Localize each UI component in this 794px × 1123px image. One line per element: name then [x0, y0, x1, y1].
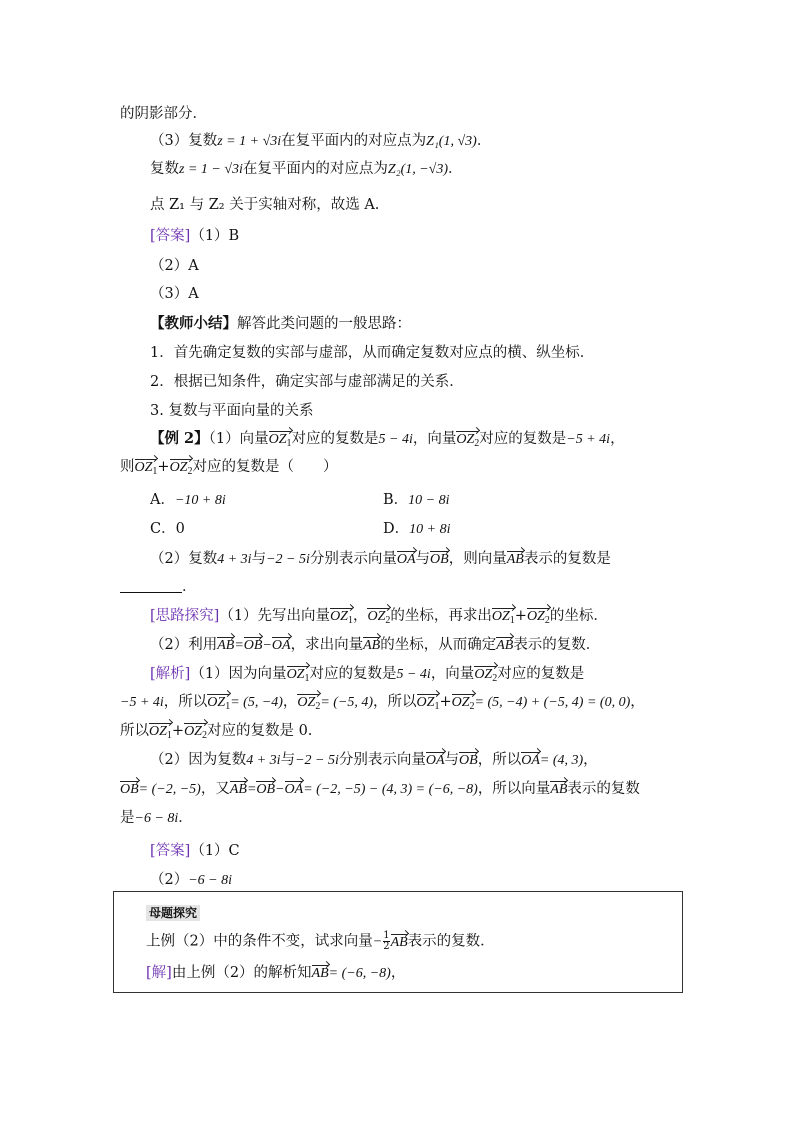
fraction-half: [383, 931, 389, 952]
text-line: [120, 721, 312, 746]
text: （3）A: [150, 286, 199, 302]
vector-oz2: [527, 607, 550, 631]
text: （2）利用: [150, 637, 218, 653]
math: 5 − 4i: [396, 667, 431, 682]
vector-ab: AB: [550, 780, 567, 800]
text: 所以: [120, 723, 149, 739]
text: 2: [474, 438, 480, 449]
text-line: [150, 664, 584, 689]
math: = (4, 3): [539, 753, 584, 768]
text: OZ: [134, 460, 153, 475]
text-line: [150, 195, 379, 215]
option-d: [383, 519, 450, 540]
text: +: [514, 608, 527, 624]
answer-tag: [答案]: [150, 843, 191, 859]
text: ，所以向量: [477, 781, 551, 797]
vector-oz1: [269, 430, 292, 454]
vector-oz1: [492, 607, 515, 631]
option-a: [150, 490, 226, 511]
vector-ob: OB: [256, 780, 275, 800]
math: = (5, −4): [230, 695, 283, 710]
text: 与: [415, 551, 431, 567]
text-line: [150, 159, 463, 180]
text-line: [150, 635, 600, 656]
text-line: [150, 372, 464, 392]
text-line: [150, 750, 598, 771]
text-line: [120, 779, 640, 800]
text: ，: [630, 694, 645, 710]
text: OZ: [297, 695, 316, 710]
math: =: [246, 782, 257, 797]
text: +: [171, 723, 185, 739]
text-line: [150, 841, 240, 861]
example-tag: 【例 2】: [150, 430, 209, 447]
text: 与: [280, 752, 296, 768]
vector-oz1: [135, 458, 158, 482]
denominator: 2: [383, 941, 390, 952]
text: 在复平面内的对应点为: [281, 133, 427, 149]
text-line: [150, 131, 491, 152]
math: = (−6, −8): [328, 966, 391, 981]
vector-oz2: [474, 665, 497, 689]
text-line: [150, 549, 611, 570]
text: ．: [448, 161, 463, 177]
vector-ob: OB: [120, 780, 139, 800]
summary-tag: 【教师小结】: [150, 315, 237, 332]
text-line: [150, 606, 608, 631]
text: （1）向量: [208, 431, 269, 447]
math: Z₁(1, √3): [426, 134, 477, 149]
text: 0: [175, 521, 185, 537]
text: 与: [444, 752, 460, 768]
math: 4 + 3i: [217, 552, 252, 567]
text: ，向量: [412, 431, 457, 447]
text: 复数: [150, 161, 179, 177]
text-line: [150, 314, 411, 334]
text: OZ: [184, 724, 202, 739]
math: z = 1 − √3i: [179, 162, 243, 177]
text: 2: [469, 701, 475, 712]
text: 的坐标，再求出: [390, 608, 492, 624]
math: −6 − 8i: [134, 811, 179, 826]
math: = (5, −4) + (−5, 4) = (0, 0): [474, 695, 631, 710]
text: 表示的复数是: [523, 551, 611, 567]
text: ，: [583, 752, 598, 768]
solution-tag: [解]: [146, 965, 172, 981]
text: 2．根据已知条件，确定实部与虚部满足的关系．: [150, 374, 464, 390]
text-line: [146, 931, 495, 953]
text: （1）先写出向量: [219, 608, 331, 624]
text: 表示的复数．: [513, 637, 601, 653]
text: 的阴影部分．: [120, 106, 207, 122]
vector-oz1: [417, 693, 440, 717]
text: C．: [150, 521, 176, 537]
text: +: [439, 694, 452, 710]
text: D．: [383, 521, 410, 537]
text: （2）A: [150, 258, 199, 274]
math: −6 − 8i: [188, 873, 233, 888]
text: 2: [385, 615, 391, 626]
text: ，则向量: [448, 551, 507, 567]
vector-oa: OA: [397, 550, 416, 570]
text: 分别表示向量: [309, 551, 397, 567]
text: 2: [544, 615, 550, 626]
text: ，所以: [373, 694, 417, 710]
text: 则: [120, 459, 135, 475]
text: 点 Z₁ 与 Z₂ 关于实轴对称，故选 A.: [150, 197, 380, 213]
math: −2 − 5i: [266, 552, 310, 567]
text: OZ: [451, 695, 470, 710]
math: 5 − 4i: [378, 432, 413, 447]
text: OZ: [491, 609, 510, 624]
text-line: [150, 343, 594, 363]
text: 表示的复数．: [407, 933, 495, 950]
math: z = 1 + √3i: [217, 134, 282, 149]
text: 与: [251, 551, 267, 567]
text-line: [150, 870, 232, 891]
vector-ab: AB: [507, 550, 524, 570]
text-line: [120, 457, 337, 482]
math: −5 + 4i: [120, 695, 164, 710]
text: （1）因为向量: [190, 666, 287, 682]
text: 对应的复数是: [479, 431, 567, 447]
text: ，向量: [430, 666, 475, 682]
text: OZ: [268, 432, 287, 447]
text: ，所以: [163, 694, 208, 710]
text: 对应的复数是: [497, 666, 585, 682]
text: 1: [166, 730, 172, 741]
text: 2: [187, 466, 193, 477]
text: OZ: [456, 432, 475, 447]
vector-oz2: [184, 722, 207, 746]
text: 的坐标．: [549, 608, 608, 624]
text: 对应的复数是: [291, 431, 379, 447]
vector-oa: OA: [272, 636, 291, 656]
text: ．: [182, 579, 197, 595]
text: +: [157, 459, 170, 475]
text: ，: [390, 965, 406, 981]
text-line: [120, 692, 645, 717]
vector-oz2: [367, 607, 390, 631]
math: −: [262, 638, 272, 653]
vector-oz2: [452, 693, 475, 717]
text: OZ: [207, 695, 226, 710]
text: 2: [315, 701, 321, 712]
vector-ob: OB: [244, 636, 263, 656]
text-line: [150, 429, 625, 454]
math: −: [275, 782, 285, 797]
text: 1: [347, 615, 353, 626]
text: 1: [286, 438, 292, 449]
text: ，: [610, 431, 625, 447]
text: OZ: [149, 724, 167, 739]
math: = (−5, 4): [320, 695, 374, 710]
text: 1: [304, 673, 310, 684]
math: =: [234, 638, 244, 653]
text: 1: [225, 701, 231, 712]
math: Z₂(1, −√3): [387, 162, 449, 177]
text: 2: [492, 673, 498, 684]
text: ．: [476, 133, 492, 149]
text: 对应的复数是: [309, 666, 397, 682]
text: ．: [178, 810, 193, 826]
answer-tag: [答案]: [150, 228, 191, 244]
math: 4 + 3i: [246, 753, 281, 768]
text: （2）因为复数: [150, 752, 247, 768]
text: （1）B: [190, 228, 240, 244]
vector-oz2: [456, 430, 479, 454]
text: （3）复数: [150, 133, 218, 149]
text-line: [120, 577, 197, 597]
text: 分别表示向量: [338, 752, 426, 768]
text: 的坐标，从而确定: [380, 637, 497, 653]
math: −10 + 8i: [174, 493, 226, 508]
text: 1．首先确定复数的实部与虚部，从而确定复数对应点的横、纵坐标．: [150, 345, 595, 361]
math: = (−2, −5) − (4, 3) = (−6, −8): [303, 782, 478, 797]
text: 2: [201, 730, 207, 741]
math: −: [372, 934, 383, 950]
text: OZ: [526, 609, 545, 624]
text: OZ: [286, 667, 305, 682]
text: ，: [282, 694, 298, 710]
variant-problem-tag: 母题探究: [146, 905, 200, 921]
vector-ab: AB: [496, 636, 513, 656]
text: 表示的复数: [567, 781, 640, 797]
text: ，求出向量: [290, 637, 364, 653]
numerator: 1: [383, 930, 390, 941]
math: 10 + 8i: [409, 522, 451, 537]
text: 1: [509, 615, 515, 626]
text: 对应的复数是 0.: [206, 723, 313, 739]
text-line: [120, 104, 207, 124]
math: 10 − 8i: [408, 493, 450, 508]
text-line: [146, 963, 405, 984]
vector-oz1: [149, 722, 172, 746]
text: B．: [383, 492, 409, 508]
vector-oz1: [207, 693, 230, 717]
vector-oa: OA: [285, 780, 304, 800]
hint-tag: [思路探究]: [150, 608, 220, 624]
text: OZ: [416, 695, 435, 710]
math: −5 + 4i: [566, 432, 611, 447]
text: 1: [434, 701, 440, 712]
text: （2）: [150, 872, 189, 888]
vector-oz2: [170, 458, 193, 482]
vector-ob: OB: [430, 550, 449, 570]
text: ，又: [200, 781, 230, 797]
vector-oa: OA: [426, 751, 445, 771]
text: （2）复数: [150, 551, 218, 567]
vector-ab: AB: [363, 636, 380, 656]
text: （1）C: [190, 843, 240, 859]
option-b: [383, 490, 450, 511]
vector-oz2: [297, 693, 320, 717]
text: 上例（2）中的条件不变，试求向量: [146, 933, 373, 950]
text: A．: [150, 492, 175, 508]
vector-ab: AB: [217, 636, 234, 656]
text: 在复平面内的对应点为: [242, 161, 388, 177]
text-line: [120, 808, 193, 829]
vector-oz1: [287, 665, 310, 689]
text: OZ: [474, 667, 493, 682]
vector-oa: OA: [521, 751, 540, 771]
text: ，所以: [477, 752, 522, 768]
text: 由上例（2）的解析知: [171, 965, 312, 981]
math: −2 − 5i: [295, 753, 339, 768]
answer-blank: [120, 578, 182, 593]
text: 对应的复数是（ ）: [192, 459, 338, 475]
text: 1: [152, 466, 158, 477]
vector-ab: AB: [391, 933, 408, 953]
text-line: [150, 226, 239, 246]
vector-oz1: [330, 607, 353, 631]
analysis-tag: [解析]: [150, 666, 191, 682]
vector-ab: AB: [312, 964, 329, 984]
text: OZ: [330, 609, 348, 624]
text: OZ: [367, 609, 386, 624]
text-line: [150, 256, 199, 276]
vector-ab: AB: [230, 780, 247, 800]
vector-ob: OB: [459, 751, 478, 771]
text: 解答此类问题的一般思路：: [237, 316, 411, 332]
section-heading: [150, 401, 313, 421]
text: 是: [120, 810, 135, 826]
text: 3. 复数与平面向量的关系: [150, 403, 314, 419]
option-c: [150, 519, 185, 539]
text: ，: [352, 608, 368, 624]
text-line: [150, 284, 199, 304]
text: OZ: [169, 460, 188, 475]
math: = (−2, −5): [138, 782, 201, 797]
